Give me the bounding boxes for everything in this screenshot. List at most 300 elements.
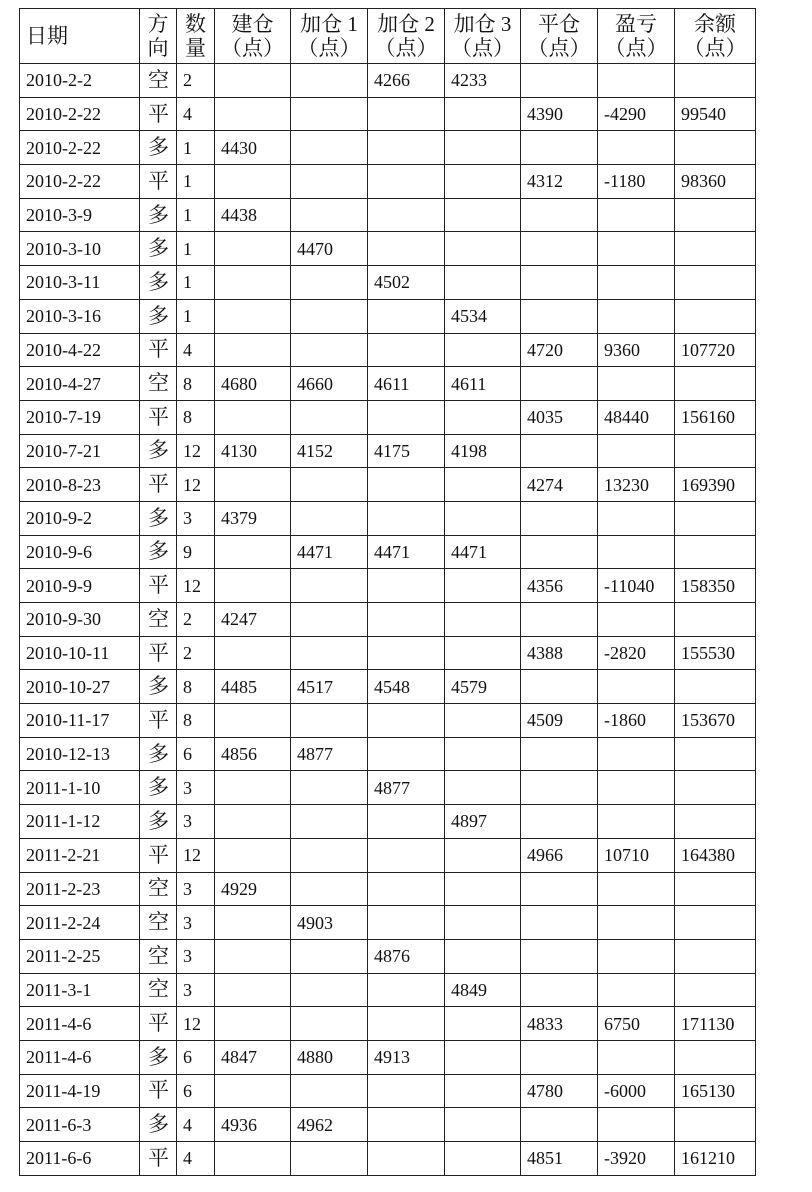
cell-add1 xyxy=(291,299,368,333)
cell-add2 xyxy=(368,198,445,232)
cell-pnl xyxy=(598,906,675,940)
cell-pnl: -6000 xyxy=(598,1074,675,1108)
cell-open xyxy=(215,97,291,131)
cell-balance xyxy=(675,232,756,266)
column-header-add2-line: 加仓 2 xyxy=(377,12,435,36)
column-header-balance-line: （点） xyxy=(683,36,747,60)
cell-add1 xyxy=(291,569,368,603)
cell-date: 2010-8-23 xyxy=(20,468,140,502)
table-row xyxy=(20,906,756,940)
cell-balance xyxy=(675,939,756,973)
cell-balance xyxy=(675,1040,756,1074)
cell-pnl: -4290 xyxy=(598,97,675,131)
cell-add3 xyxy=(445,232,521,266)
cell-add3 xyxy=(445,165,521,199)
cell-add3 xyxy=(445,1007,521,1041)
cell-open xyxy=(215,299,291,333)
cell-add2: 4502 xyxy=(368,266,445,300)
cell-close xyxy=(521,501,598,535)
cell-close xyxy=(521,367,598,401)
cell-dir: 多 xyxy=(140,535,177,569)
column-header-open-line: 建仓 xyxy=(231,12,274,36)
cell-balance: 165130 xyxy=(675,1074,756,1108)
cell-balance: 99540 xyxy=(675,97,756,131)
cell-date: 2010-3-16 xyxy=(20,299,140,333)
cell-close xyxy=(521,232,598,266)
cell-add1 xyxy=(291,973,368,1007)
cell-balance xyxy=(675,670,756,704)
cell-close: 4388 xyxy=(521,636,598,670)
column-header-add3 xyxy=(445,9,521,64)
cell-balance: 158350 xyxy=(675,569,756,603)
cell-close xyxy=(521,131,598,165)
cell-pnl xyxy=(598,939,675,973)
table-row xyxy=(20,569,756,603)
cell-open xyxy=(215,535,291,569)
cell-add1: 4152 xyxy=(291,434,368,468)
cell-balance: 155530 xyxy=(675,636,756,670)
cell-add2 xyxy=(368,165,445,199)
cell-pnl xyxy=(598,131,675,165)
table-row xyxy=(20,333,756,367)
table-row xyxy=(20,939,756,973)
table-row xyxy=(20,805,756,839)
cell-add3 xyxy=(445,1108,521,1142)
table-row xyxy=(20,131,756,165)
column-header-open-line: （点） xyxy=(221,36,284,60)
cell-dir: 多 xyxy=(140,737,177,771)
cell-dir: 空 xyxy=(140,939,177,973)
cell-add2: 4876 xyxy=(368,939,445,973)
cell-add1: 4470 xyxy=(291,232,368,266)
column-header-pnl-line: （点） xyxy=(604,36,668,60)
column-header-open xyxy=(215,9,291,64)
cell-balance: 153670 xyxy=(675,704,756,738)
cell-balance: 169390 xyxy=(675,468,756,502)
cell-balance xyxy=(675,501,756,535)
cell-date: 2011-1-12 xyxy=(20,805,140,839)
column-header-dir-line: 向 xyxy=(147,36,169,60)
cell-close xyxy=(521,535,598,569)
table-row xyxy=(20,367,756,401)
cell-date: 2010-3-10 xyxy=(20,232,140,266)
cell-add3 xyxy=(445,603,521,637)
cell-close: 4966 xyxy=(521,838,598,872)
cell-date: 2010-7-19 xyxy=(20,400,140,434)
cell-open xyxy=(215,838,291,872)
cell-balance xyxy=(675,737,756,771)
cell-close xyxy=(521,299,598,333)
cell-dir: 多 xyxy=(140,1108,177,1142)
cell-add3 xyxy=(445,1040,521,1074)
cell-add1 xyxy=(291,198,368,232)
cell-dir: 空 xyxy=(140,367,177,401)
cell-qty: 3 xyxy=(177,501,215,535)
trade-record-table-container xyxy=(19,8,756,1176)
column-header-dir xyxy=(140,9,177,64)
cell-add3: 4849 xyxy=(445,973,521,1007)
cell-dir: 平 xyxy=(140,838,177,872)
cell-add2 xyxy=(368,232,445,266)
cell-qty: 2 xyxy=(177,603,215,637)
cell-pnl: 9360 xyxy=(598,333,675,367)
cell-close: 4720 xyxy=(521,333,598,367)
cell-add2 xyxy=(368,97,445,131)
cell-open: 4936 xyxy=(215,1108,291,1142)
cell-dir: 多 xyxy=(140,1040,177,1074)
cell-add1 xyxy=(291,603,368,637)
table-row xyxy=(20,603,756,637)
cell-qty: 3 xyxy=(177,771,215,805)
cell-add2 xyxy=(368,333,445,367)
cell-pnl xyxy=(598,64,675,98)
cell-qty: 4 xyxy=(177,97,215,131)
cell-open xyxy=(215,636,291,670)
cell-pnl: -11040 xyxy=(598,569,675,603)
cell-balance xyxy=(675,299,756,333)
cell-dir: 多 xyxy=(140,771,177,805)
cell-open: 4130 xyxy=(215,434,291,468)
cell-pnl xyxy=(598,198,675,232)
cell-qty: 8 xyxy=(177,704,215,738)
cell-close xyxy=(521,737,598,771)
cell-qty: 12 xyxy=(177,569,215,603)
cell-add1 xyxy=(291,64,368,98)
cell-balance xyxy=(675,266,756,300)
cell-add1: 4471 xyxy=(291,535,368,569)
cell-pnl xyxy=(598,299,675,333)
cell-qty: 12 xyxy=(177,1007,215,1041)
cell-balance xyxy=(675,973,756,1007)
column-header-add3-line: （点） xyxy=(451,36,514,60)
cell-open xyxy=(215,400,291,434)
cell-qty: 3 xyxy=(177,939,215,973)
cell-dir: 平 xyxy=(140,333,177,367)
table-row xyxy=(20,1007,756,1041)
cell-open: 4430 xyxy=(215,131,291,165)
cell-dir: 平 xyxy=(140,636,177,670)
cell-close: 4274 xyxy=(521,468,598,502)
cell-add1 xyxy=(291,636,368,670)
table-row xyxy=(20,704,756,738)
cell-date: 2010-4-22 xyxy=(20,333,140,367)
cell-close xyxy=(521,198,598,232)
column-header-add1-line: （点） xyxy=(297,36,361,60)
cell-pnl xyxy=(598,434,675,468)
cell-add3 xyxy=(445,266,521,300)
cell-add3 xyxy=(445,198,521,232)
cell-add1 xyxy=(291,704,368,738)
table-row xyxy=(20,299,756,333)
cell-balance: 98360 xyxy=(675,165,756,199)
column-header-dir-line: 方 xyxy=(147,12,169,36)
cell-add2 xyxy=(368,1108,445,1142)
cell-add2 xyxy=(368,400,445,434)
cell-add3 xyxy=(445,737,521,771)
cell-add1 xyxy=(291,939,368,973)
cell-balance: 164380 xyxy=(675,838,756,872)
column-header-date-line: 日期 xyxy=(26,23,68,48)
cell-qty: 12 xyxy=(177,468,215,502)
cell-pnl: 10710 xyxy=(598,838,675,872)
cell-add1 xyxy=(291,165,368,199)
cell-date: 2011-6-3 xyxy=(20,1108,140,1142)
cell-pnl xyxy=(598,1108,675,1142)
cell-pnl xyxy=(598,232,675,266)
cell-add3 xyxy=(445,872,521,906)
cell-dir: 平 xyxy=(140,165,177,199)
cell-add3 xyxy=(445,1074,521,1108)
column-header-qty xyxy=(177,9,215,64)
cell-pnl xyxy=(598,670,675,704)
cell-add2 xyxy=(368,838,445,872)
cell-qty: 3 xyxy=(177,872,215,906)
table-row xyxy=(20,232,756,266)
cell-add1 xyxy=(291,468,368,502)
cell-dir: 空 xyxy=(140,64,177,98)
cell-open xyxy=(215,1142,291,1176)
cell-add2 xyxy=(368,872,445,906)
cell-pnl: 6750 xyxy=(598,1007,675,1041)
cell-date: 2011-4-6 xyxy=(20,1007,140,1041)
table-row xyxy=(20,434,756,468)
cell-add2: 4266 xyxy=(368,64,445,98)
cell-close xyxy=(521,939,598,973)
cell-pnl xyxy=(598,973,675,1007)
column-header-add1 xyxy=(291,9,368,64)
cell-dir: 空 xyxy=(140,872,177,906)
table-row xyxy=(20,198,756,232)
table-row xyxy=(20,535,756,569)
cell-add1: 4962 xyxy=(291,1108,368,1142)
cell-add2 xyxy=(368,1142,445,1176)
cell-close: 4509 xyxy=(521,704,598,738)
cell-pnl xyxy=(598,266,675,300)
column-header-date xyxy=(20,9,140,64)
cell-open xyxy=(215,939,291,973)
table-row xyxy=(20,838,756,872)
cell-pnl xyxy=(598,603,675,637)
cell-add2: 4548 xyxy=(368,670,445,704)
cell-close xyxy=(521,603,598,637)
column-header-close xyxy=(521,9,598,64)
cell-date: 2010-10-11 xyxy=(20,636,140,670)
cell-pnl: 48440 xyxy=(598,400,675,434)
cell-add2 xyxy=(368,973,445,1007)
cell-pnl: 13230 xyxy=(598,468,675,502)
cell-dir: 平 xyxy=(140,1142,177,1176)
cell-add3 xyxy=(445,1142,521,1176)
cell-balance xyxy=(675,805,756,839)
table-row xyxy=(20,1142,756,1176)
cell-add2 xyxy=(368,299,445,333)
cell-pnl xyxy=(598,737,675,771)
cell-dir: 多 xyxy=(140,501,177,535)
column-header-balance-line: 余额 xyxy=(694,12,736,36)
cell-date: 2010-2-22 xyxy=(20,97,140,131)
cell-date: 2011-4-6 xyxy=(20,1040,140,1074)
cell-open: 4847 xyxy=(215,1040,291,1074)
cell-open xyxy=(215,805,291,839)
cell-add3 xyxy=(445,333,521,367)
cell-close xyxy=(521,434,598,468)
cell-add2 xyxy=(368,1007,445,1041)
cell-balance xyxy=(675,434,756,468)
cell-open xyxy=(215,468,291,502)
cell-add2 xyxy=(368,468,445,502)
table-row xyxy=(20,97,756,131)
cell-open xyxy=(215,64,291,98)
trade-record-table xyxy=(19,8,756,1176)
cell-open xyxy=(215,1074,291,1108)
cell-open: 4485 xyxy=(215,670,291,704)
cell-add3: 4534 xyxy=(445,299,521,333)
cell-add1: 4660 xyxy=(291,367,368,401)
cell-date: 2010-2-22 xyxy=(20,165,140,199)
cell-add1 xyxy=(291,333,368,367)
cell-date: 2011-3-1 xyxy=(20,973,140,1007)
cell-close xyxy=(521,1040,598,1074)
cell-close: 4851 xyxy=(521,1142,598,1176)
cell-dir: 平 xyxy=(140,1074,177,1108)
cell-add3: 4471 xyxy=(445,535,521,569)
cell-open: 4856 xyxy=(215,737,291,771)
cell-add3: 4198 xyxy=(445,434,521,468)
cell-qty: 1 xyxy=(177,198,215,232)
column-header-pnl-line: 盈亏 xyxy=(615,12,657,36)
cell-balance: 171130 xyxy=(675,1007,756,1041)
table-row xyxy=(20,165,756,199)
cell-qty: 1 xyxy=(177,131,215,165)
cell-close xyxy=(521,670,598,704)
cell-balance xyxy=(675,535,756,569)
cell-date: 2010-9-30 xyxy=(20,603,140,637)
cell-close: 4833 xyxy=(521,1007,598,1041)
cell-dir: 多 xyxy=(140,434,177,468)
cell-pnl xyxy=(598,535,675,569)
cell-add2 xyxy=(368,636,445,670)
table-row xyxy=(20,400,756,434)
cell-date: 2010-2-2 xyxy=(20,64,140,98)
cell-open: 4247 xyxy=(215,603,291,637)
cell-dir: 平 xyxy=(140,97,177,131)
cell-add1: 4517 xyxy=(291,670,368,704)
cell-add1: 4877 xyxy=(291,737,368,771)
cell-add1 xyxy=(291,872,368,906)
cell-add1 xyxy=(291,771,368,805)
cell-close xyxy=(521,64,598,98)
table-row xyxy=(20,872,756,906)
cell-qty: 2 xyxy=(177,64,215,98)
cell-qty: 2 xyxy=(177,636,215,670)
cell-pnl xyxy=(598,1040,675,1074)
cell-dir: 平 xyxy=(140,569,177,603)
cell-date: 2011-2-24 xyxy=(20,906,140,940)
cell-date: 2011-4-19 xyxy=(20,1074,140,1108)
cell-add1 xyxy=(291,1074,368,1108)
table-row xyxy=(20,1074,756,1108)
table-row xyxy=(20,468,756,502)
cell-add3: 4233 xyxy=(445,64,521,98)
cell-add1 xyxy=(291,805,368,839)
cell-add2: 4611 xyxy=(368,367,445,401)
cell-add1 xyxy=(291,1142,368,1176)
cell-dir: 多 xyxy=(140,805,177,839)
column-header-pnl xyxy=(598,9,675,64)
cell-open xyxy=(215,165,291,199)
cell-balance xyxy=(675,771,756,805)
cell-date: 2010-10-27 xyxy=(20,670,140,704)
cell-date: 2011-6-6 xyxy=(20,1142,140,1176)
cell-balance: 107720 xyxy=(675,333,756,367)
cell-add1 xyxy=(291,501,368,535)
cell-close: 4390 xyxy=(521,97,598,131)
cell-dir: 多 xyxy=(140,299,177,333)
cell-open xyxy=(215,704,291,738)
cell-add3 xyxy=(445,838,521,872)
cell-add2: 4471 xyxy=(368,535,445,569)
cell-balance xyxy=(675,1108,756,1142)
cell-dir: 多 xyxy=(140,198,177,232)
cell-pnl: -3920 xyxy=(598,1142,675,1176)
cell-qty: 9 xyxy=(177,535,215,569)
cell-qty: 1 xyxy=(177,165,215,199)
cell-open: 4379 xyxy=(215,501,291,535)
column-header-close-line: 平仓 xyxy=(538,12,580,36)
cell-open: 4680 xyxy=(215,367,291,401)
cell-add2: 4175 xyxy=(368,434,445,468)
cell-balance: 161210 xyxy=(675,1142,756,1176)
table-row xyxy=(20,737,756,771)
cell-pnl xyxy=(598,805,675,839)
column-header-balance xyxy=(675,9,756,64)
cell-dir: 平 xyxy=(140,704,177,738)
cell-close: 4780 xyxy=(521,1074,598,1108)
cell-dir: 平 xyxy=(140,468,177,502)
cell-add2 xyxy=(368,737,445,771)
cell-open xyxy=(215,1007,291,1041)
cell-qty: 8 xyxy=(177,367,215,401)
table-row xyxy=(20,1040,756,1074)
cell-date: 2011-2-21 xyxy=(20,838,140,872)
cell-dir: 平 xyxy=(140,1007,177,1041)
cell-close: 4035 xyxy=(521,400,598,434)
cell-qty: 1 xyxy=(177,232,215,266)
cell-pnl xyxy=(598,771,675,805)
cell-date: 2011-1-10 xyxy=(20,771,140,805)
cell-close xyxy=(521,906,598,940)
cell-balance xyxy=(675,906,756,940)
cell-add2: 4913 xyxy=(368,1040,445,1074)
cell-close xyxy=(521,872,598,906)
table-row xyxy=(20,501,756,535)
cell-date: 2011-2-25 xyxy=(20,939,140,973)
cell-dir: 空 xyxy=(140,906,177,940)
cell-add2 xyxy=(368,603,445,637)
cell-qty: 12 xyxy=(177,838,215,872)
cell-qty: 8 xyxy=(177,400,215,434)
cell-add3: 4897 xyxy=(445,805,521,839)
cell-qty: 3 xyxy=(177,906,215,940)
cell-pnl: -2820 xyxy=(598,636,675,670)
cell-close: 4312 xyxy=(521,165,598,199)
cell-close: 4356 xyxy=(521,569,598,603)
cell-open xyxy=(215,266,291,300)
cell-dir: 平 xyxy=(140,400,177,434)
cell-balance xyxy=(675,198,756,232)
cell-add3 xyxy=(445,569,521,603)
cell-close xyxy=(521,1108,598,1142)
